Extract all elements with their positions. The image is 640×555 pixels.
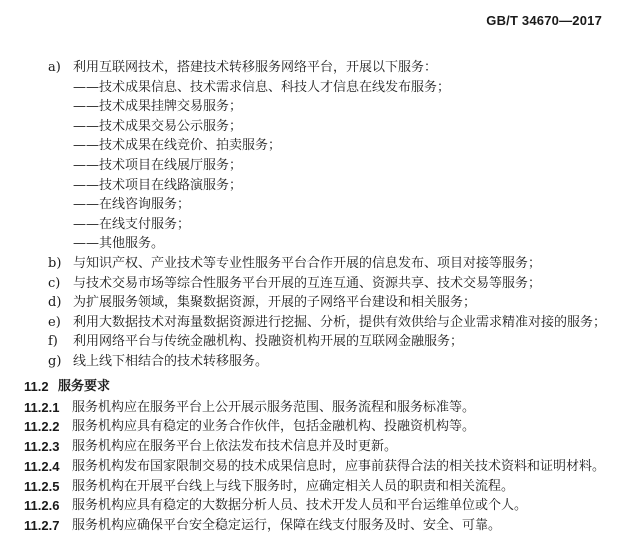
- sub-item-text: ——在线支付服务；: [73, 216, 191, 232]
- list-item-text: 为扩展服务领域，集聚数据资源，开展的子网络平台建设和相关服务；: [73, 295, 477, 311]
- sub-item-text: ——在线咨询服务；: [73, 197, 191, 213]
- clause-number: 11.2.1: [24, 399, 60, 415]
- clause-text: 服务机构应在服务平台上公开展示服务范围、服务流程和服务标准等。: [72, 399, 476, 415]
- sub-item-text: ——技术项目在线展厅服务；: [73, 157, 243, 173]
- list-item-label: a): [48, 60, 61, 75]
- clause: [0, 437, 640, 457]
- list-item-f: [0, 332, 640, 352]
- sub-item: [0, 176, 640, 196]
- clause-number: 11.2.5: [24, 478, 60, 494]
- clause-number: 11.2.7: [24, 518, 60, 534]
- list-item-c: [0, 274, 640, 294]
- sub-item: [0, 195, 640, 215]
- list-item-label: f): [48, 334, 58, 350]
- list-item-label: g): [48, 353, 62, 369]
- list-item-label: c): [48, 275, 61, 291]
- sub-item-text: ——其他服务。: [73, 236, 165, 252]
- list-item-a: [0, 58, 640, 78]
- clause-text: 服务机构在开展平台线上与线下服务时，应确定相关人员的职责和相关流程。: [72, 478, 515, 494]
- section-heading: [0, 376, 640, 398]
- list-item-text: 与知识产权、产业技术等专业性服务平台合作开展的信息发布、项目对接等服务；: [73, 255, 542, 271]
- list-item-b: [0, 254, 640, 274]
- sub-item: [0, 78, 640, 98]
- clause: [0, 516, 640, 536]
- sub-item: [0, 97, 640, 117]
- clause: [0, 398, 640, 418]
- list-item-label: e): [48, 314, 61, 330]
- list-item-g: [0, 352, 640, 372]
- sub-item-text: ——技术成果交易公示服务；: [73, 118, 243, 134]
- sub-item-text: ——技术项目在线路演服务；: [73, 177, 243, 193]
- clause: [0, 457, 640, 477]
- sub-item-text: ——技术成果信息、技术需求信息、科技人才信息在线发布服务；: [73, 79, 451, 95]
- clause-number: 11.2.3: [24, 439, 60, 455]
- clause: [0, 496, 640, 516]
- clause-text: 服务机构应确保平台安全稳定运行，保障在线支付服务及时、安全、可靠。: [72, 518, 502, 534]
- section-number: 11.2: [24, 378, 49, 394]
- clause: [0, 477, 640, 497]
- list-item-label: d): [48, 295, 62, 311]
- sub-item: [0, 215, 640, 235]
- clause-number: 11.2.2: [24, 419, 60, 435]
- document-body: [0, 58, 640, 536]
- sub-item: [0, 136, 640, 156]
- clause-number: 11.2.6: [24, 498, 60, 514]
- sub-item: [0, 117, 640, 137]
- list-item-text: 利用网络平台与传统金融机构、投融资机构开展的互联网金融服务；: [73, 334, 464, 350]
- list-item-d: [0, 293, 640, 313]
- sub-item: [0, 234, 640, 254]
- sub-item: [0, 156, 640, 176]
- clause-text: 服务机构应具有稳定的大数据分析人员、技术开发人员和平台运维单位或个人。: [72, 498, 528, 514]
- list-item-text: 与技术交易市场等综合性服务平台开展的互连互通、资源共享、技术交易等服务；: [73, 275, 542, 291]
- clause-text: 服务机构应在服务平台上依法发布技术信息并及时更新。: [72, 439, 398, 455]
- clause-text: 服务机构应具有稳定的业务合作伙伴，包括金融机构、投融资机构等。: [72, 419, 476, 435]
- list-item-e: [0, 313, 640, 333]
- standard-code: GB/T 34670—2017: [486, 13, 602, 28]
- list-item-text: 利用互联网技术，搭建技术转移服务网络平台，开展以下服务：: [73, 60, 438, 75]
- clause: [0, 417, 640, 437]
- list-item-text: 利用大数据技术对海量数据资源进行挖掘、分析，提供有效供给与企业需求精准对接的服务；: [73, 314, 607, 330]
- list-item-text: 线上线下相结合的技术转移服务。: [73, 353, 269, 369]
- list-item-label: b): [48, 255, 62, 271]
- clause-text: 服务机构发布国家限制交易的技术成果信息时，应事前获得合法的相关技术资料和证明材料。: [72, 458, 606, 474]
- section-title: 服务要求: [58, 378, 111, 394]
- sub-item-text: ——技术成果挂牌交易服务；: [73, 99, 243, 115]
- clause-number: 11.2.4: [24, 458, 60, 474]
- sub-item-text: ——技术成果在线竞价、拍卖服务；: [73, 138, 282, 154]
